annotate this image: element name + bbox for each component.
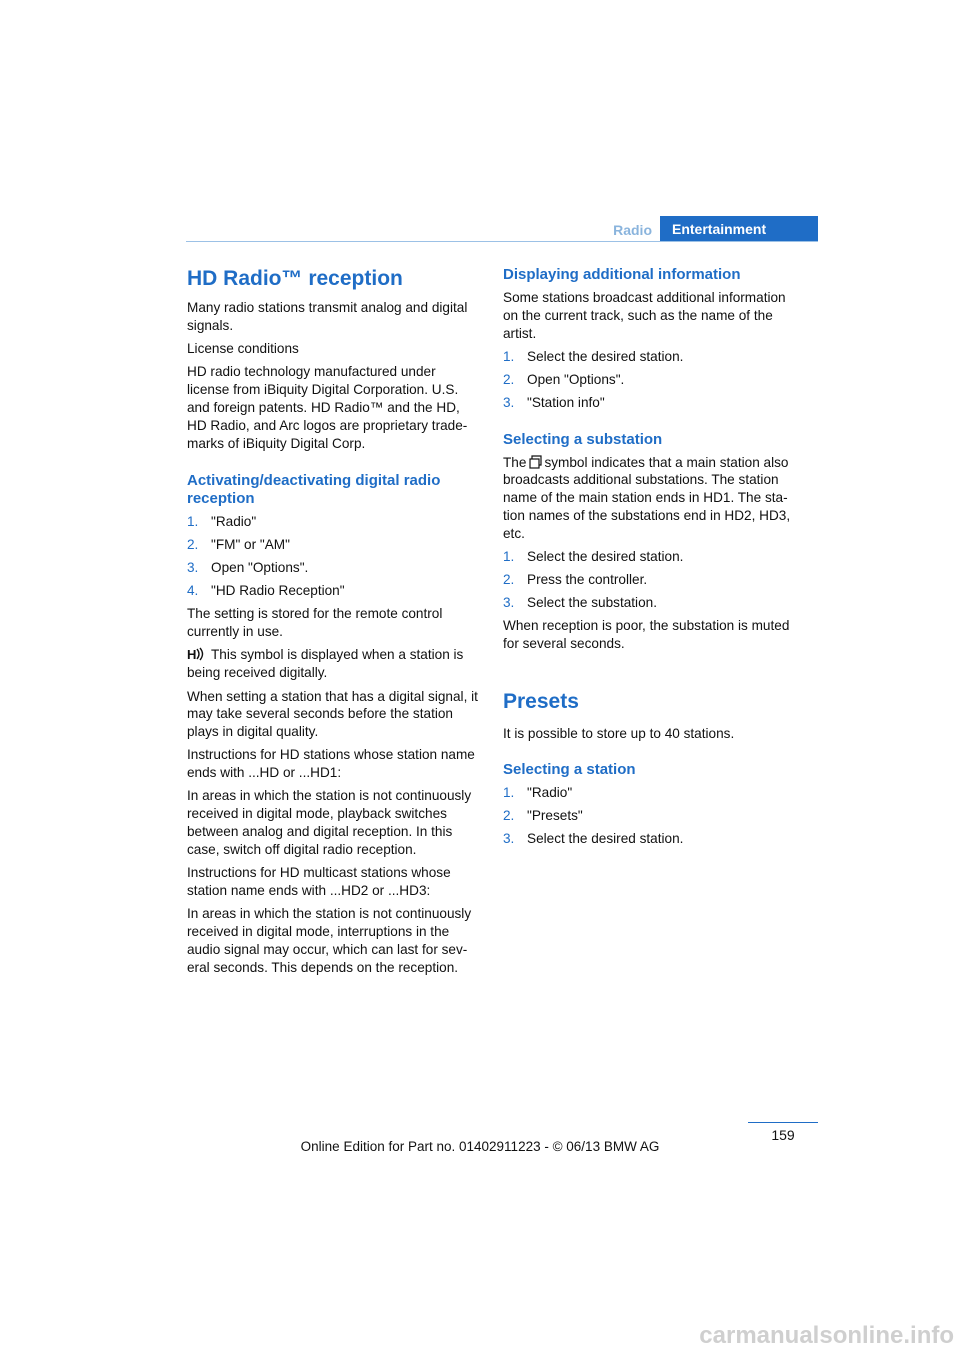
right-column	[503, 262, 800, 853]
paragraph: When setting a station that has a digital signal, it may take several seconds before the station plays in digital quality.	[187, 688, 478, 740]
paragraph: H This symbol is displayed when a station is being received digitally.	[187, 647, 464, 681]
paragraph: When reception is poor, the substation is muted for several seconds.	[503, 618, 790, 651]
paragraph: The symbol indicates that a main station also broadcasts additional substations. The station name of the main station ends in HD1. The station names of the substations end in HD2, HD3, etc.	[503, 454, 791, 541]
list-item: 3. "Station info"	[503, 394, 605, 410]
paragraph: In areas in which the station is not continuously received in digital mode, interruptions in the audio signal may occur, which can last for several seconds. This depends on the reception.	[187, 906, 472, 975]
paragraph: The setting is stored for the remote control currently in use.	[187, 606, 443, 640]
list-item: 3. Open "Options".	[187, 560, 309, 576]
list-item: 3. Select the desired station.	[503, 831, 684, 847]
list-item: 2. Press the controller.	[503, 572, 648, 588]
heading-selecting-station: Selecting a station	[503, 761, 636, 779]
paragraph: Instructions for HD multicast stations whose station name ends with ...HD2 or ...HD3:	[187, 865, 451, 898]
watermark: carmanualsonline.info	[699, 1322, 954, 1349]
page-number: 159	[771, 1127, 795, 1143]
hd-radio-icon	[187, 647, 207, 661]
footer-edition: Online Edition for Part no. 01402911223 - © 06/13 BMW AG	[300, 1139, 660, 1154]
list-item: 2. "Presets"	[503, 808, 583, 824]
list-item: 1. Select the desired station.	[503, 348, 684, 364]
list-item: 4. "HD Radio Reception"	[187, 583, 345, 599]
list-item: 1. "Radio"	[503, 785, 573, 801]
paragraph: License conditions	[187, 341, 299, 357]
section-title-hd-radio: HD Radio™ reception	[187, 267, 403, 290]
heading-activating: Activating/deactivating digital radio reception	[187, 472, 441, 508]
header-section-label: Radio	[613, 222, 652, 238]
steps-list	[503, 348, 800, 412]
left-column	[187, 262, 480, 982]
steps-list	[187, 513, 480, 600]
header-rule	[186, 241, 818, 242]
list-item: 1. Select the desired station.	[503, 549, 684, 565]
section-title-presets: Presets	[503, 689, 579, 713]
header-chapter-tab: Entertainment	[660, 216, 818, 242]
paragraph: Many radio stations transmit analog and digital signals.	[187, 300, 468, 333]
paragraph: Instructions for HD stations whose station name ends with ...HD or ...HD1:	[187, 747, 475, 781]
paragraph: In areas in which the station is not continuously received in digital mode, playback switches between analog and digital reception. In this case, switch off digital radio reception.	[187, 788, 472, 857]
steps-list	[503, 548, 800, 612]
substation-icon	[528, 455, 542, 469]
paragraph: HD radio technology manufactured under license from iBiquity Digital Corporation. U.S. and foreign patents. HD Radio™ and the HD, HD Radio, and Arc logos are proprietary trademarks of iBiquity Digital Corp.	[187, 364, 468, 451]
paragraph: It is possible to store up to 40 stations.	[503, 725, 735, 741]
svg-text:H: H	[187, 647, 197, 662]
list-item: 3. Select the substation.	[503, 595, 657, 611]
heading-displaying-info: Displaying additional information	[503, 266, 741, 283]
list-item: 2. "FM" or "AM"	[187, 537, 290, 553]
heading-selecting-substation: Selecting a substation	[503, 430, 663, 448]
paragraph: Some stations broadcast additional information on the current track, such as the name of the artist.	[503, 290, 786, 341]
list-item: 1. "Radio"	[187, 514, 257, 530]
steps-list	[503, 784, 800, 848]
list-item: 2. Open "Options".	[503, 371, 625, 387]
page-number-rule	[748, 1122, 818, 1123]
